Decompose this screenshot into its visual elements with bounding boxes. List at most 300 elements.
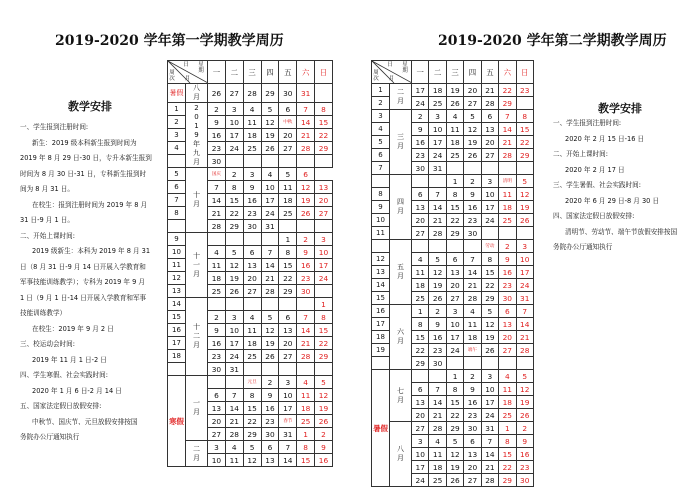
calendar-day: 4 (412, 253, 429, 266)
calendar-day: 13 (412, 201, 429, 214)
calendar-day: 26 (464, 149, 481, 162)
week-number: 12 (372, 253, 390, 266)
calendar-day: 28 (225, 428, 243, 441)
calendar-week-row (168, 441, 333, 454)
calendar-day: 1 (499, 422, 516, 435)
week-number (372, 175, 390, 188)
calendar-day: 4 (297, 376, 315, 389)
calendar-day: 31 (481, 422, 498, 435)
calendar-day: 24 (261, 207, 279, 220)
calendar-day: 3 (481, 370, 498, 383)
calendar-day (297, 363, 315, 376)
schedule-line: 2020 年 1 月 6 日-2 月 14 日 (32, 386, 122, 395)
calendar-day: 中秋 (279, 116, 297, 129)
calendar-day: 10 (516, 253, 533, 266)
calendar-day: 3 (315, 233, 333, 246)
calendar-day: 17 (412, 84, 429, 97)
week-number: 6 (168, 181, 186, 194)
schedule-line: 时间为 8 月 30 日-31 日，专科新生报到时 (20, 169, 147, 178)
calendar-day: 14 (279, 454, 297, 467)
schedule-line: 军事技能训练教学）；专科为 2019 年 9 月 (20, 278, 145, 286)
vacation-label: 暑假 (372, 370, 390, 487)
teaching-schedule-heading-2: 教学安排 (598, 102, 642, 115)
calendar-day: 17 (446, 331, 463, 344)
calendar-day: 4 (208, 246, 226, 259)
schedule-line: 间为 8 月 31 日。 (20, 185, 74, 193)
calendar-week-row (372, 110, 534, 123)
calendar-day: 15 (315, 324, 333, 337)
calendar-day: 28 (499, 149, 516, 162)
month-label-text: 八月 (397, 445, 404, 462)
calendar-day: 20 (464, 84, 481, 97)
calendar-day: 20 (315, 194, 333, 207)
calendar-day: 24 (429, 149, 446, 162)
calendar-day: 31 (297, 84, 315, 103)
calendar-day: 27 (225, 84, 243, 103)
calendar-day: 2 (225, 168, 243, 181)
week-number: 2 (372, 97, 390, 110)
calendar-day: 22 (412, 344, 429, 357)
calendar-day: 2 (297, 233, 315, 246)
calendar-day: 20 (208, 415, 226, 428)
calendar-day: 9 (315, 441, 333, 454)
calendar-day: 30 (499, 292, 516, 305)
calendar-day: 23 (464, 214, 481, 227)
calendar-day (516, 97, 533, 110)
calendar-day: 28 (429, 227, 446, 240)
week-number (372, 357, 390, 370)
schedule-line: 2019 级新生：本科为 2019 年 8 月 31 (32, 247, 151, 255)
calendar-day: 6 (297, 168, 315, 181)
corner-label: 月 (388, 76, 395, 82)
calendar-day: 1 (446, 175, 463, 188)
calendar-day: 3 (225, 103, 243, 116)
calendar-week-row (168, 168, 333, 181)
calendar-day: 1 (315, 298, 333, 311)
calendar-day: 11 (243, 324, 261, 337)
weekday-header: 五 (481, 61, 498, 84)
calendar-day: 10 (315, 246, 333, 259)
calendar-day: 7 (516, 305, 533, 318)
corner-label: 日 (183, 62, 189, 68)
calendar-day: 16 (412, 136, 429, 149)
calendar-day: 3 (516, 240, 533, 253)
calendar-day: 19 (446, 84, 463, 97)
calendar-week-row (372, 175, 534, 188)
calendar-day: 3 (225, 311, 243, 324)
calendar-day (446, 357, 463, 370)
calendar-day: 30 (279, 84, 297, 103)
calendar-day: 2 (516, 422, 533, 435)
calendar-day: 5 (429, 253, 446, 266)
calendar-day: 8 (446, 188, 463, 201)
calendar-day: 21 (429, 214, 446, 227)
calendar-day (499, 357, 516, 370)
calendar-day: 6 (279, 311, 297, 324)
month-label-text: 七月 (397, 386, 404, 404)
calendar-day: 22 (481, 279, 498, 292)
calendar-day: 26 (315, 415, 333, 428)
calendar-day: 15 (412, 331, 429, 344)
calendar-day (225, 155, 243, 168)
calendar-day: 19 (516, 201, 533, 214)
calendar-week-row (168, 233, 333, 246)
calendar-day: 19 (297, 194, 315, 207)
calendar-day: 17 (279, 402, 297, 415)
week-number: 18 (168, 350, 186, 363)
calendar-day: 5 (261, 103, 279, 116)
calendar-day (279, 155, 297, 168)
calendar-day: 12 (261, 324, 279, 337)
week-number: 15 (372, 292, 390, 305)
calendar-day (261, 233, 279, 246)
calendar-day: 9 (261, 389, 279, 402)
schedule-line: 四、国家法定假日放假安排: (553, 212, 635, 220)
calendar-day: 17 (315, 259, 333, 272)
calendar-day (412, 240, 429, 253)
calendar-day: 9 (429, 318, 446, 331)
schedule-line: 中秋节、国庆节、元旦放假安排按国 (32, 417, 138, 426)
calendar-day: 19 (261, 129, 279, 142)
calendar-day: 23 (499, 279, 516, 292)
calendar-day: 3 (243, 168, 261, 181)
calendar-day: 29 (279, 285, 297, 298)
calendar-day (243, 363, 261, 376)
calendar-day: 18 (279, 194, 297, 207)
calendar-week-row (168, 376, 333, 389)
week-number: 17 (372, 318, 390, 331)
calendar-day: 29 (516, 149, 533, 162)
calendar-day: 7 (481, 435, 498, 448)
calendar-day: 27 (446, 292, 463, 305)
week-number: 14 (372, 279, 390, 292)
calendar-day (315, 363, 333, 376)
calendar-week-row (372, 422, 534, 435)
month-label (186, 84, 208, 103)
calendar-day: 5 (243, 441, 261, 454)
calendar-day: 28 (481, 97, 498, 110)
calendar-day: 14 (429, 201, 446, 214)
calendar-day: 9 (208, 324, 226, 337)
schedule-line: 二、开始上课时间: (553, 150, 608, 158)
calendar-day: 7 (429, 383, 446, 396)
calendar-day: 16 (429, 331, 446, 344)
calendar-day (481, 227, 498, 240)
calendar-day: 18 (243, 129, 261, 142)
calendar-day (261, 363, 279, 376)
calendar-day: 10 (446, 318, 463, 331)
calendar-day: 21 (516, 331, 533, 344)
calendar-day: 13 (499, 318, 516, 331)
calendar-day (208, 298, 226, 311)
calendar-day: 19 (261, 337, 279, 350)
calendar-day: 27 (279, 142, 297, 155)
calendar-day: 27 (412, 422, 429, 435)
month-label (186, 298, 208, 376)
calendar-day: 19 (464, 136, 481, 149)
calendar-day: 16 (315, 454, 333, 467)
calendar-day: 26 (516, 409, 533, 422)
calendar-day: 2 (429, 305, 446, 318)
calendar-day: 14 (481, 448, 498, 461)
schedule-line: 一、学生报到注册时间: (20, 123, 89, 131)
calendar-day: 13 (446, 266, 463, 279)
calendar-day: 26 (429, 292, 446, 305)
calendar-day: 23 (516, 84, 533, 97)
calendar-day: 5 (516, 175, 533, 188)
calendar-week-row (372, 240, 534, 253)
calendar-day: 16 (261, 402, 279, 415)
calendar-day: 12 (481, 318, 498, 331)
calendar-day (464, 357, 481, 370)
weekday-header: 日 (315, 61, 333, 84)
calendar-day: 21 (208, 207, 226, 220)
calendar-day: 21 (481, 461, 498, 474)
calendar-day: 23 (208, 142, 226, 155)
schedule-line: 日（8 月 31 日-9 月 14 日开展入学教育和 (20, 262, 146, 271)
calendar-day: 29 (499, 474, 516, 487)
calendar-week-row (168, 103, 333, 116)
calendar-day: 29 (481, 292, 498, 305)
calendar-day: 14 (499, 123, 516, 136)
calendar-day: 11 (429, 448, 446, 461)
calendar-day: 12 (261, 116, 279, 129)
calendar-day: 8 (225, 181, 243, 194)
calendar-day: 31 (279, 428, 297, 441)
calendar-day: 4 (499, 370, 516, 383)
week-number: 3 (372, 110, 390, 123)
calendar-day (225, 376, 243, 389)
calendar-day: 12 (429, 266, 446, 279)
calendar-day: 12 (464, 123, 481, 136)
calendar-day: 30 (297, 285, 315, 298)
calendar-day: 9 (516, 435, 533, 448)
calendar-day: 9 (208, 116, 226, 129)
calendar-day: 26 (516, 214, 533, 227)
calendar-day: 20 (464, 461, 481, 474)
calendar-day: 元旦 (243, 376, 261, 389)
calendar-day: 10 (429, 123, 446, 136)
weekday-header: 四 (261, 61, 279, 84)
calendar-day (315, 285, 333, 298)
calendar-week-row (168, 84, 333, 103)
calendar-day: 15 (315, 116, 333, 129)
calendar-day: 14 (297, 324, 315, 337)
calendar-day: 5 (481, 305, 498, 318)
calendar-day: 7 (464, 253, 481, 266)
calendar-day (315, 84, 333, 103)
calendar-day (446, 162, 463, 175)
calendar-day: 29 (499, 97, 516, 110)
calendar-day (429, 240, 446, 253)
week-number: 9 (372, 201, 390, 214)
calendar-day: 7 (429, 188, 446, 201)
calendar-semester-2 (371, 60, 534, 487)
calendar-day (243, 298, 261, 311)
weekday-header: 三 (446, 61, 463, 84)
week-number: 暑假 (168, 84, 186, 103)
calendar-day: 28 (208, 220, 226, 233)
calendar-day: 27 (279, 350, 297, 363)
schedule-line: 技能训练教学） (20, 309, 67, 317)
calendar-day: 8 (481, 253, 498, 266)
week-number: 1 (372, 84, 390, 97)
corner-label: 星期 (402, 62, 408, 74)
calendar-day: 22 (446, 409, 463, 422)
calendar-day (243, 233, 261, 246)
month-label (390, 84, 412, 110)
calendar-day: 20 (412, 409, 429, 422)
month-label-text: 2019年九月 (193, 103, 200, 166)
calendar-day: 23 (516, 461, 533, 474)
calendar-day: 5 (516, 370, 533, 383)
calendar-day: 25 (279, 207, 297, 220)
calendar-semester-1 (167, 60, 333, 467)
calendar-day: 28 (297, 142, 315, 155)
calendar-day: 30 (412, 162, 429, 175)
calendar-day: 15 (225, 194, 243, 207)
calendar-day: 30 (516, 474, 533, 487)
calendar-day: 18 (499, 396, 516, 409)
calendar-day: 15 (446, 201, 463, 214)
calendar-day: 24 (225, 142, 243, 155)
week-number: 2 (168, 116, 186, 129)
calendar-day: 13 (243, 259, 261, 272)
calendar-day: 5 (446, 435, 463, 448)
calendar-day: 26 (261, 350, 279, 363)
calendar-day: 2 (412, 110, 429, 123)
week-number: 13 (168, 285, 186, 298)
calendar-day: 24 (481, 409, 498, 422)
week-number: 18 (372, 331, 390, 344)
calendar-day: 13 (279, 324, 297, 337)
schedule-line: 务院办公厅通知执行 (20, 433, 80, 441)
calendar-day: 27 (464, 474, 481, 487)
calendar-day: 12 (446, 448, 463, 461)
calendar-day: 23 (429, 344, 446, 357)
schedule-line: 在校生：报到注册时间为 2019 年 8 月 (32, 200, 148, 209)
weekday-header: 三 (243, 61, 261, 84)
calendar-day: 30 (261, 428, 279, 441)
calendar-day: 4 (464, 305, 481, 318)
month-label (186, 103, 208, 168)
calendar-day (261, 155, 279, 168)
calendar-week-row (372, 84, 534, 97)
calendar-day: 27 (315, 207, 333, 220)
calendar-day: 21 (297, 129, 315, 142)
calendar-day: 17 (481, 201, 498, 214)
month-label (390, 175, 412, 240)
schedule-line: 2020 年 6 月 29 日-8 月 30 日 (565, 196, 660, 205)
calendar-day: 21 (481, 84, 498, 97)
teaching-schedule-notes-1 (20, 122, 166, 448)
week-number: 10 (168, 246, 186, 259)
calendar-day: 21 (261, 272, 279, 285)
schedule-line: 2019 年 11 月 1 日-2 日 (32, 355, 107, 364)
calendar-day: 6 (243, 246, 261, 259)
calendar-day: 18 (429, 461, 446, 474)
month-label-text: 二月 (193, 444, 200, 462)
calendar-day: 9 (243, 181, 261, 194)
calendar-day: 14 (225, 402, 243, 415)
calendar-day: 24 (446, 344, 463, 357)
calendar-day: 劳动 (481, 240, 498, 253)
calendar-day: 14 (429, 396, 446, 409)
calendar-day: 11 (279, 181, 297, 194)
calendar-day: 31 (516, 292, 533, 305)
calendar-day: 22 (446, 214, 463, 227)
calendar-day: 16 (243, 194, 261, 207)
calendar-day: 11 (225, 454, 243, 467)
calendar-day: 24 (481, 214, 498, 227)
calendar-day: 20 (243, 272, 261, 285)
month-label-text: 十二月 (193, 323, 200, 349)
calendar-day: 11 (412, 266, 429, 279)
calendar-day: 14 (516, 318, 533, 331)
calendar-day: 23 (261, 415, 279, 428)
calendar-day: 27 (208, 428, 226, 441)
week-number: 10 (372, 214, 390, 227)
calendar-day: 14 (208, 194, 226, 207)
weekday-header: 六 (297, 61, 315, 84)
calendar-day: 13 (481, 123, 498, 136)
calendar-day: 5 (315, 376, 333, 389)
calendar-day (481, 357, 498, 370)
calendar-day: 15 (279, 259, 297, 272)
calendar-day: 国庆 (208, 168, 226, 181)
calendar-day (225, 298, 243, 311)
calendar-day: 26 (225, 285, 243, 298)
calendar-day: 10 (261, 181, 279, 194)
calendar-day: 18 (464, 331, 481, 344)
calendar-day: 14 (464, 266, 481, 279)
schedule-line: 务院办公厅通知执行 (553, 243, 613, 251)
month-label (186, 441, 208, 467)
calendar-day: 23 (412, 149, 429, 162)
calendar-day: 24 (225, 350, 243, 363)
month-label (186, 376, 208, 441)
calendar-day: 24 (315, 272, 333, 285)
calendar-day: 2 (315, 428, 333, 441)
calendar-day: 4 (243, 103, 261, 116)
month-label (390, 422, 412, 487)
calendar-corner-header (168, 61, 208, 84)
week-number: 5 (372, 136, 390, 149)
calendar-day: 11 (243, 116, 261, 129)
calendar-day: 7 (297, 103, 315, 116)
corner-label: 星期 (198, 62, 204, 74)
calendar-day: 12 (516, 188, 533, 201)
week-number: 11 (372, 227, 390, 240)
calendar-day (516, 227, 533, 240)
schedule-line: 1 日（9 月 1 日-14 日开展入学教育和军事 (20, 293, 147, 302)
month-label-text: 四月 (397, 198, 404, 215)
calendar-day (429, 175, 446, 188)
calendar-day: 17 (225, 129, 243, 142)
week-number (372, 240, 390, 253)
week-number: 7 (168, 194, 186, 207)
calendar-day: 22 (499, 84, 516, 97)
calendar-day: 29 (412, 357, 429, 370)
calendar-day: 4 (225, 441, 243, 454)
calendar-day: 25 (429, 474, 446, 487)
week-number: 12 (168, 272, 186, 285)
calendar-day (297, 220, 315, 233)
corner-label: 月 (184, 76, 191, 82)
calendar-day: 8 (412, 318, 429, 331)
calendar-day: 5 (279, 168, 297, 181)
calendar-day: 8 (516, 110, 533, 123)
